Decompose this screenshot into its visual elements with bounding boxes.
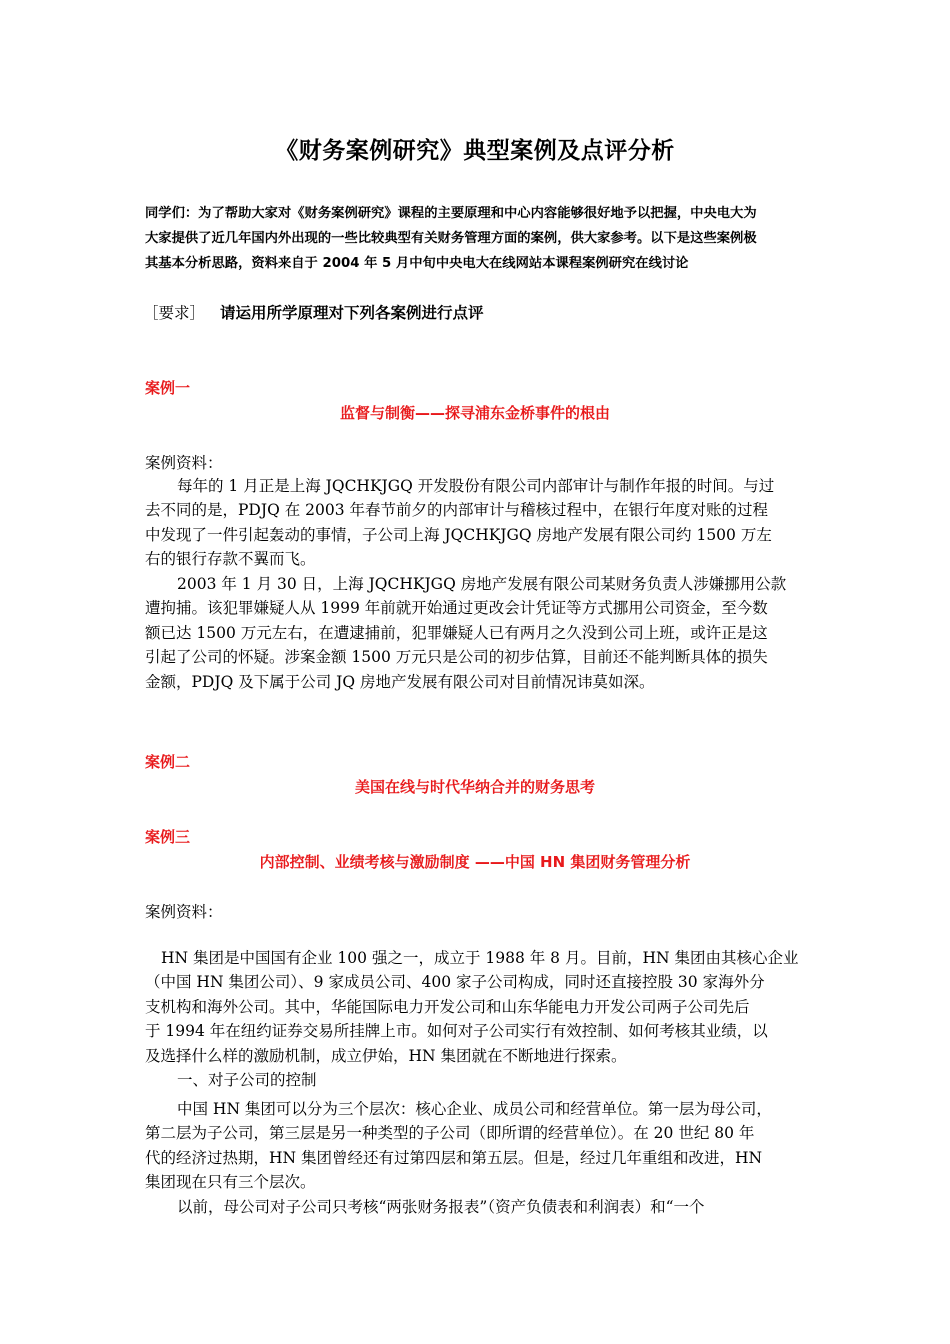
text-line: 额已达 1500 万元左右，在遭逮捕前，犯罪嫌疑人已有两月之久没到公司上班，或许正是这 (145, 623, 768, 642)
text-line: 去不同的是，PDJQ 在 2003 年春节前夕的内部审计与稽核过程中，在银行年度对账的过程 (145, 501, 769, 520)
case3-paragraph-3 (145, 1195, 813, 1219)
intro-line: 同学们：为了帮助大家对《财务案例研究》课程的主要原理和中心内容能够很好地予以把握，中央电大为 (145, 206, 757, 221)
text-line: 每年的 1 月正是上海 JQCHKJGQ 开发股份有限公司内部审计与制作年报的时间。与过 (177, 477, 775, 495)
text-line: 中国 HN 集团可以分为三个层次：核心企业、成员公司和经营单位。第一层为母公司， (177, 1100, 772, 1118)
section-heading: 一、对子公司的控制 (177, 1071, 317, 1089)
text-line: 引起了公司的怀疑。涉案金额 1500 万元只是公司的初步估算，目前还不能判断具体的损失 (145, 648, 768, 667)
text-line: 及选择什么样的激励机制，成立伊始，HN 集团就在不断地进行探索。 (145, 1046, 627, 1065)
text-line: 以前，母公司对子公司只考核“两张财务报表”（资产负债表和利润表）和“一个 (177, 1198, 705, 1216)
text-line: 金额，PDJQ 及下属于公司 JQ 房地产发展有限公司对目前情况讳莫如深。 (145, 672, 655, 691)
requirement-line (143, 301, 483, 323)
intro-paragraph (145, 201, 813, 276)
case2-title: 美国在线与时代华纳合并的财务思考 (354, 778, 595, 796)
case3-paragraph-1 (145, 946, 813, 1068)
requirement-bracket: ［要求］ (143, 304, 206, 322)
document-title: 《财务案例研究》典型案例及点评分析 (275, 138, 675, 164)
text-line: 2003 年 1 月 30 日，上海 JQCHKJGQ 房地产发展有限公司某财务负责人涉嫌挪用公款 (177, 575, 787, 593)
text-line: 集团现在只有三个层次。 (145, 1173, 316, 1192)
case1-paragraph-1 (145, 474, 813, 572)
case3-label: 案例三 (145, 828, 191, 846)
text-line: 右的银行存款不翼而飞。 (145, 550, 316, 569)
requirement-text: 请运用所学原理对下列各案例进行点评 (219, 304, 484, 322)
case3-material-label: 案例资料： (145, 903, 223, 921)
text-line: （中国 HN 集团公司）、9 家成员公司、400 家子公司构成，同时还直接控股 30 家海外分 (145, 973, 765, 992)
intro-line: 其基本分析思路，资料来自于 2004 年 5 月中旬中央电大在线网站本课程案例研究在线讨论 (145, 256, 689, 271)
case3-section-heading (145, 1068, 813, 1092)
text-line: 代的经济过热期，HN 集团曾经还有过第四层和第五层。但是，经过几年重组和改进，HN (145, 1148, 763, 1167)
text-line: 遭拘捕。该犯罪嫌疑人从 1999 年前就开始通过更改会计凭证等方式挪用公司资金，至今数 (145, 599, 768, 618)
case2-label: 案例二 (145, 753, 191, 771)
text-line: 中发现了一件引起轰动的事情，子公司上海 JQCHKJGQ 房地产发展有限公司约 1500 万左 (145, 525, 772, 544)
case3-paragraph-2 (145, 1097, 813, 1195)
case1-material-label: 案例资料： (145, 454, 223, 472)
text-line: 支机构和海外公司。其中，华能国际电力开发公司和山东华能电力开发公司两子公司先后 (145, 997, 750, 1016)
case1-paragraph-2 (145, 572, 813, 694)
case1-label: 案例一 (145, 379, 191, 397)
case1-title: 监督与制衡——探寻浦东金桥事件的根由 (339, 404, 610, 422)
text-line: 于 1994 年在纽约证券交易所挂牌上市。如何对子公司实行有效控制、如何考核其业绩，以 (145, 1022, 768, 1041)
intro-line: 大家提供了近几年国内外出现的一些比较典型有关财务管理方面的案例，供大家参考。以下是这些案例极 (145, 231, 757, 246)
case3-title: 内部控制、业绩考核与激励制度 ——中国 HN 集团财务管理分析 (259, 853, 691, 871)
text-line: HN 集团是中国国有企业 100 强之一，成立于 1988 年 8 月。目前，HN 集团由其核心企业 (161, 949, 799, 967)
text-line: 第二层为子公司，第三层是另一种类型的子公司（即所谓的经营单位）。在 20 世纪 80 年 (145, 1124, 755, 1143)
